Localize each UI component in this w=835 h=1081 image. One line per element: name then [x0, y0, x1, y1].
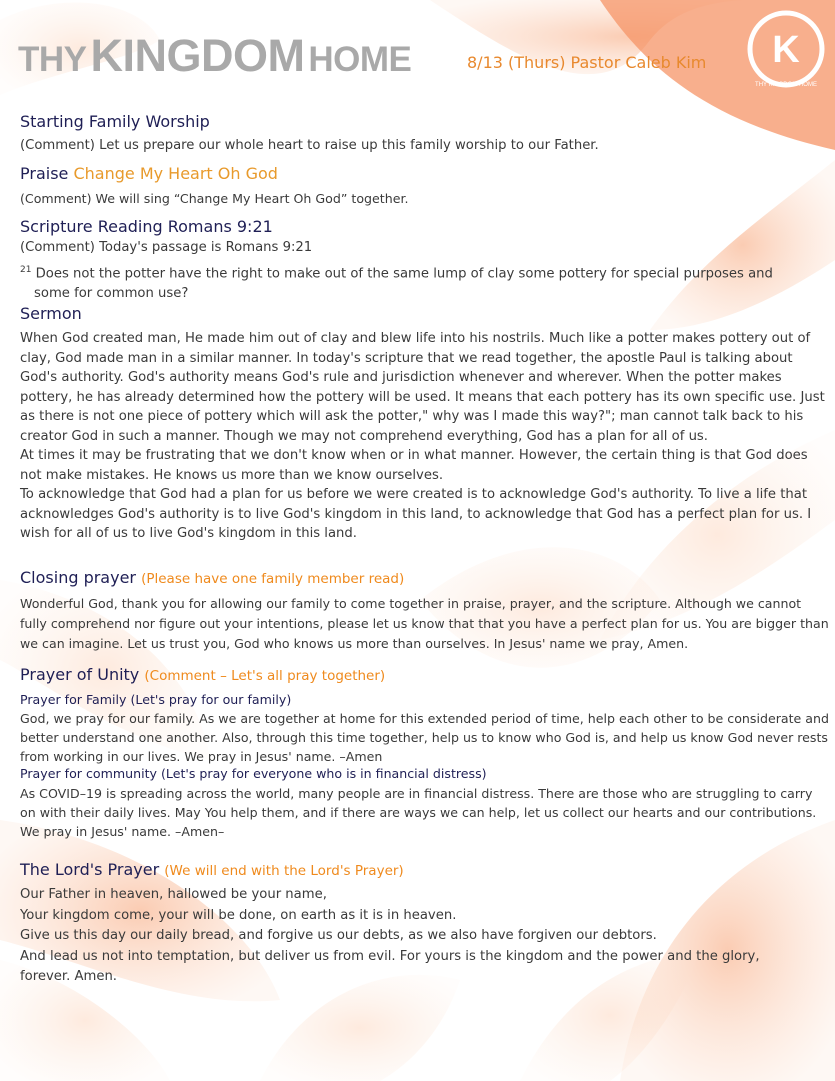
brand-title [18, 30, 411, 82]
community-prayer-close: We pray in Jesus' name. –Amen– [20, 824, 225, 839]
lords-prayer-line-3: Give us this day our daily bread, and forgive us our debts, as we also have forgiven our debtors. [20, 928, 657, 943]
lords-prayer-note: (We will end with the Lord's Prayer) [164, 863, 404, 879]
praise-heading [20, 164, 278, 183]
community-prayer-text [20, 784, 830, 841]
kingdom-logo-icon [745, 8, 827, 90]
praise-label: Praise [20, 164, 69, 183]
praise-comment: (Comment) We will sing “Change My Heart Oh God” together. [20, 191, 409, 206]
lords-prayer-title: The Lord's Prayer [20, 860, 160, 879]
brand-word-home: HOME [308, 40, 412, 79]
closing-prayer-note: (Please have one family member read) [141, 571, 405, 587]
sermon-paragraph-1: When God created man, He made him out of clay and blew life into his nostrils. Much like a potter makes pottery out of clay, God made man in a similar manner. In today's scripture that we read together, the apostle Paul is talking about God's authority. God's authority means God's rule and jurisdiction whenever and wherever. When the potter makes pottery, he has already determined how the pottery will be used. It means that each pottery has its own specific use. Just as there is not one piece of pottery which will ask the potter," why was I made this way?"; man cannot talk back to his creator God in such a manner. Though we may not comprehend everything, God has a plan for all of us. [20, 331, 825, 444]
sermon-heading: Sermon [20, 304, 82, 323]
unity-title: Prayer of Unity [20, 665, 140, 684]
family-prayer-text: God, we pray for our family. As we are together at home for this extended period of time, help each other to be considerate and better understand one another. Also, through this time together, help us to know who God is, and help us know God never rests from working in our lives. We pray in Jesus' name. –Amen [20, 711, 829, 764]
logo-ring-text: THY KINGDOM HOME [755, 82, 817, 88]
lords-prayer-line-1: Our Father in heaven, hallowed be your name, [20, 887, 327, 902]
lords-prayer-line-2: Your kingdom come, your will be done, on earth as it is in heaven. [20, 907, 457, 923]
scripture-heading: Scripture Reading Romans 9:21 [20, 217, 273, 236]
sermon-paragraph-3: To acknowledge that God had a plan for us before we were created is to acknowledge God's authority. To live a life that acknowledges God's authority is to live God's kingdom in this land, to acknowledge that God has a perfect plan for us. I wish for all of us to live God's kingdom in this land. [20, 487, 812, 541]
unity-note: (Comment – Let's all pray together) [144, 668, 386, 684]
brand-word-kingdom: KINGDOM [90, 30, 305, 81]
verse-line-2: some for common use? [34, 286, 189, 302]
community-prayer-body: As COVID–19 is spreading across the world, many people are in financial distress. There are those who are struggling to carry on with their daily lives. May You help them, and if there are ways we can help, let us collect our hearts and our contributions. [20, 786, 817, 820]
sermon-paragraph-2: At times it may be frustrating that we don't know when or in what manner. However, the certain thing is that God does not make mistakes. He knows us more than we know ourselves. [20, 448, 808, 483]
verse-line-1: Does not the potter have the right to make out of the same lump of clay some pottery for special purposes and [35, 266, 773, 282]
unity-heading [20, 665, 385, 684]
brand-word-thy: THY [18, 40, 87, 79]
lords-prayer-heading [20, 860, 404, 879]
worship-heading: Starting Family Worship [20, 112, 210, 131]
lords-prayer-line-5: forever. Amen. [20, 969, 117, 984]
lords-prayer-text [20, 885, 830, 988]
verse-number: 21 [20, 265, 32, 275]
sermon-body [20, 329, 830, 544]
scripture-comment: (Comment) Today's passage is Romans 9:21 [20, 240, 313, 255]
lords-prayer-line-4: And lead us not into temptation, but deliver us from evil. For yours is the kingdom and the power and the glory, [20, 948, 760, 964]
closing-prayer-text: Wonderful God, thank you for allowing our family to come together in praise, prayer, and the scripture. Although we cannot fully comprehend nor figure out your intentions, please let us know that that you have a perfect plan for us. You are bigger than we can imagine. Let us trust you, God who knows us more than ourselves. In Jesus' name we pray, Amen. [20, 596, 829, 651]
community-prayer-heading: Prayer for community (Let's pray for everyone who is in financial distress) [20, 766, 487, 781]
scripture-verse [20, 260, 830, 304]
praise-song: Change My Heart Oh God [73, 164, 278, 183]
family-prayer-heading: Prayer for Family (Let's pray for our family) [20, 692, 292, 707]
worship-comment: (Comment) Let us prepare our whole heart to raise up this family worship to our Father. [20, 138, 599, 153]
logo-letter: K [772, 29, 800, 71]
closing-prayer-heading [20, 568, 404, 587]
closing-prayer-title: Closing prayer [20, 568, 136, 587]
date-pastor: 8/13 (Thurs) Pastor Caleb Kim [467, 53, 707, 72]
